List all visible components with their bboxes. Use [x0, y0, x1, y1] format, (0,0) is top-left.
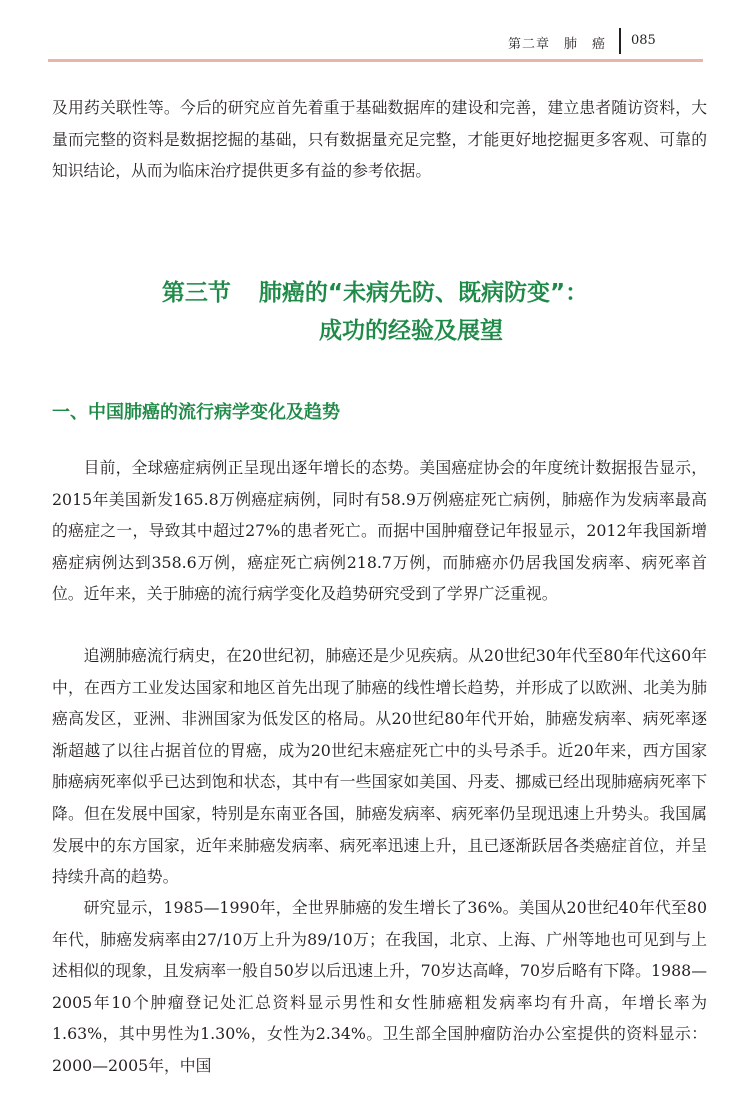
section-title-line2: 成功的经验及展望 [319, 318, 503, 344]
intro-paragraph: 及用药关联性等。今后的研究应首先着重于基础数据库的建设和完善，建立患者随访资料，大量而完整的资料是数据挖掘的基础，只有数据量充足完整，才能更好地挖掘更多客观、可靠的知识结论，从而为临床治疗提供更多有益的参考依据。 [52, 98, 707, 181]
body-paragraph-1: 目前，全球癌症病例正呈现出逐年增长的态势。美国癌症协会的年度统计数据报告显示，2015年美国新发165.8万例癌症病例，同时有58.9万例癌症死亡病例，肺癌作为发病率最高的癌症之一，导致其中超过27%的患者死亡。而据中国肿瘤登记年报显示，2012年我国新增癌症病例达到358.6万例，癌症死亡病例218.7万例，而肺癌亦仍居我国发病率、病死率首位。近年来，关于肺癌的流行病学变化及趋势研究受到了学界广泛重视。 [52, 458, 707, 604]
running-header [0, 0, 750, 70]
page-number: 085 [631, 33, 656, 48]
subsection-heading: 一、中国肺癌的流行病学变化及趋势 [52, 402, 340, 423]
body-paragraph-3: 研究显示，1985—1990年，全世界肺癌的发生增长了36%。美国从20世纪40年代至80年代，肺癌发病率由27/10万上升为89/10万；在我国，北京、上海、广州等地也可见到与上述相似的现象，且发病率一般自50岁以后迅速上升，70岁达高峰，70岁后略有下降。1988—2005年10个肿瘤登记处汇总资料显示男性和女性肺癌粗发病率均有升高，年增长率为1.63%，其中男性为1.30%，女性为2.34%。卫生部全国肿瘤防治办公室提供的资料显示：2000—2005年，中国 [52, 898, 707, 1075]
body-paragraph-2: 追溯肺癌流行病史，在20世纪初，肺癌还是少见疾病。从20世纪30年代至80年代这60年中，在西方工业发达国家和地区首先出现了肺癌的线性增长趋势，并形成了以欧洲、北美为肺癌高发区，亚洲、非洲国家为低发区的格局。从20世纪80年代开始，肺癌发病率、病死率逐渐超越了以往占据首位的胃癌，成为20世纪末癌症死亡中的头号杀手。近20年来，西方国家肺癌病死率似乎已达到饱和状态，其中有一些国家如美国、丹麦、挪威已经出现肺癌病死率下降。但在发展中国家，特别是东南亚各国，肺癌发病率、病死率仍呈现迅速上升势头。我国属发展中的东方国家，近年来肺癌发病率、病死率迅速上升，且已逐渐跃居各类癌症首位，并呈持续升高的趋势。 [52, 646, 707, 887]
header-divider [619, 28, 621, 54]
section-title [0, 274, 750, 350]
header-rule [48, 59, 703, 62]
section-title-line1 [0, 274, 750, 312]
section-number: 第三节 [161, 280, 231, 306]
section-title-text: 肺癌的“未病先防、既病防变”： [258, 280, 589, 306]
chapter-label: 第二章 肺 癌 [508, 37, 607, 52]
